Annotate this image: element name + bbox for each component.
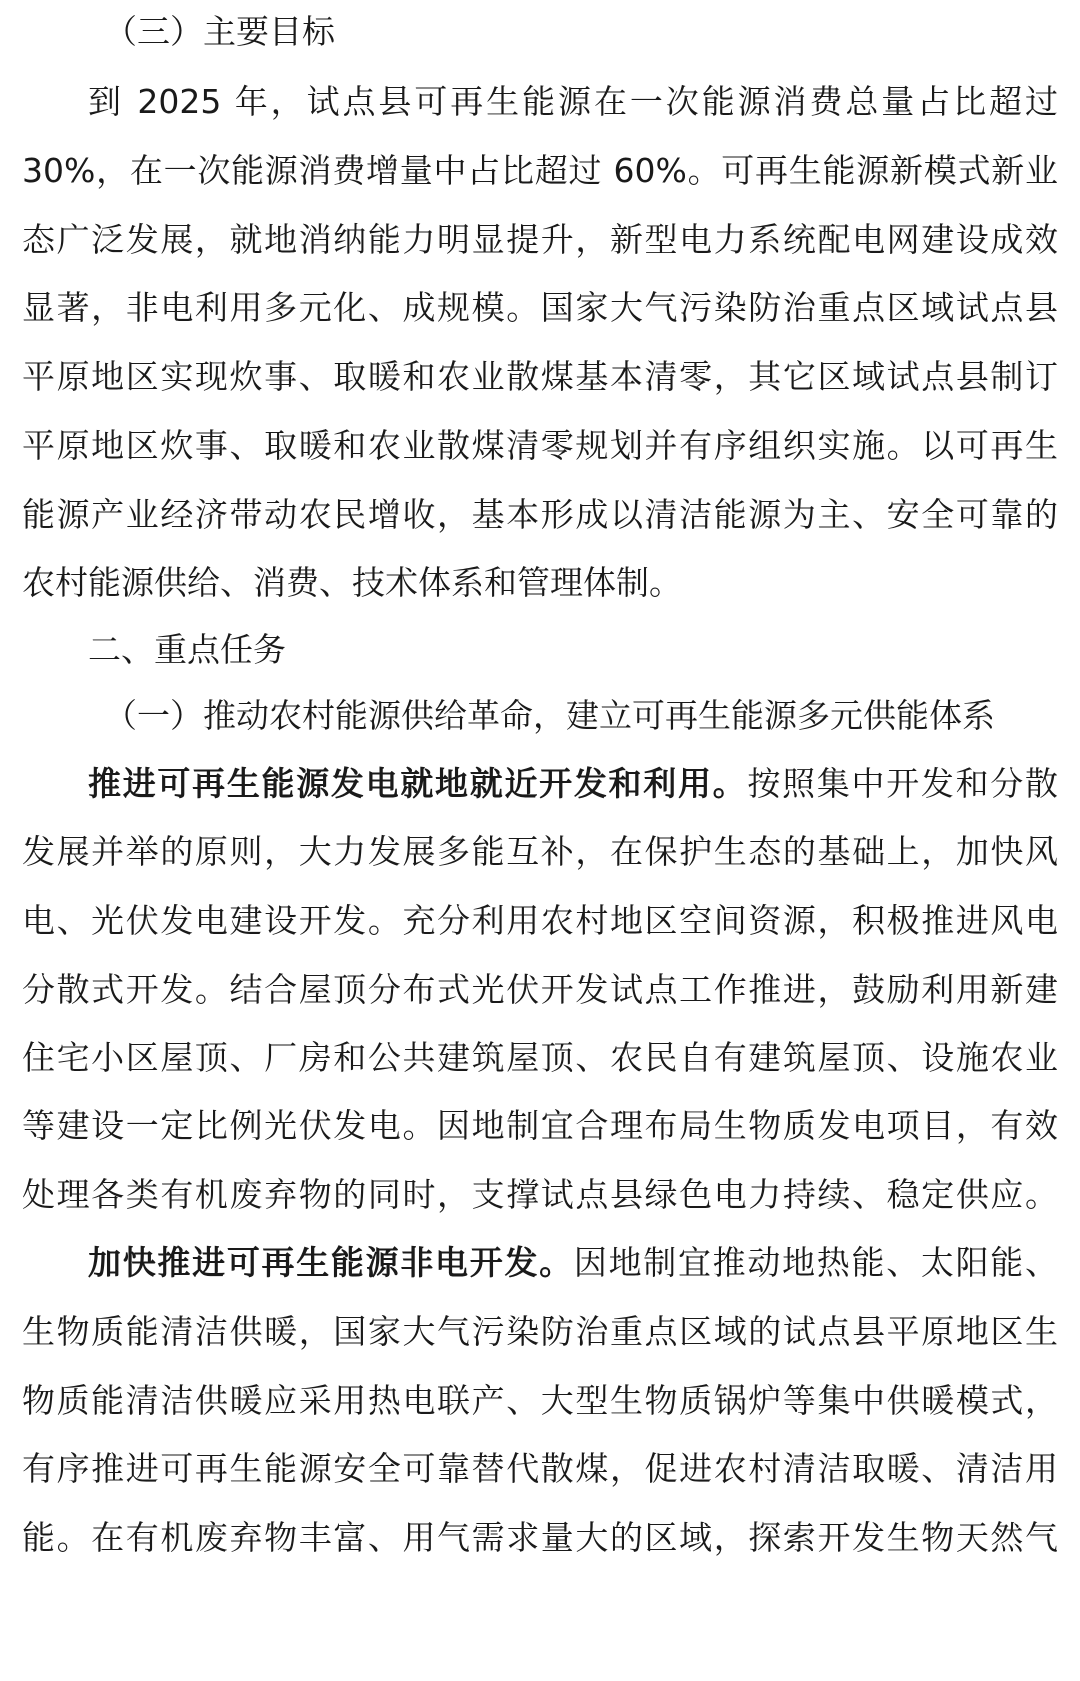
section-heading-key-tasks: 二、重点任务 xyxy=(88,630,286,669)
para1-line-2: 发展并举的原则，大力发展多能互补，在保护生态的基础上，加快风 xyxy=(22,832,1058,871)
para2-line-3: 物质能清洁供暖应采用热电联产、大型生物质锅炉等集中供暖模式， xyxy=(22,1381,1058,1420)
para1-line-6: 等建设一定比例光伏发电。因地制宜合理布局生物质发电项目，有效 xyxy=(22,1106,1058,1145)
goals-line-4: 显著，非电利用多元化、成规模。国家大气污染防治重点区域试点县 xyxy=(22,288,1058,327)
para2-line-5: 能。在有机废弃物丰富、用气需求量大的区域，探索开发生物天然气 xyxy=(22,1518,1058,1557)
subsection-heading-task-1: （一）推动农村能源供给革命，建立可再生能源多元供能体系 xyxy=(104,696,995,735)
goals-line-7: 能源产业经济带动农民增收，基本形成以清洁能源为主、安全可靠的 xyxy=(22,495,1058,534)
para1-line-5: 住宅小区屋顶、厂房和公共建筑屋顶、农民自有建筑屋顶、设施农业 xyxy=(22,1038,1058,1077)
para1-bold-lead: 推进可再生能源发电就地就近开发和利用。 xyxy=(88,764,748,803)
goals-line-2: 30%，在一次能源消费增量中占比超过 60%。可再生能源新模式新业 xyxy=(22,151,1058,190)
para2-line-1-rest: 因地制宜推动地热能、太阳能、 xyxy=(573,1243,1058,1282)
goals-line-1: 到 2025 年，试点县可再生能源在一次能源消费总量占比超过 xyxy=(88,82,1058,121)
para1-line-1 xyxy=(88,754,1058,814)
para2-bold-lead: 加快推进可再生能源非电开发。 xyxy=(88,1243,574,1282)
goals-line-8: 农村能源供给、消费、技术体系和管理体制。 xyxy=(22,563,682,602)
para1-line-3: 电、光伏发电建设开发。充分利用农村地区空间资源，积极推进风电 xyxy=(22,901,1058,940)
goals-line-6: 平原地区炊事、取暖和农业散煤清零规划并有序组织实施。以可再生 xyxy=(22,426,1058,465)
para2-line-4: 有序推进可再生能源安全可靠替代散煤，促进农村清洁取暖、清洁用 xyxy=(22,1449,1058,1488)
para2-line-2: 生物质能清洁供暖，国家大气污染防治重点区域的试点县平原地区生 xyxy=(22,1312,1058,1351)
goals-line-5: 平原地区实现炊事、取暖和农业散煤基本清零，其它区域试点县制订 xyxy=(22,357,1058,396)
para1-line-7: 处理各类有机废弃物的同时，支撑试点县绿色电力持续、稳定供应。 xyxy=(22,1175,1058,1214)
section-heading-main-goals: （三）主要目标 xyxy=(104,12,335,51)
para1-line-4: 分散式开发。结合屋顶分布式光伏开发试点工作推进，鼓励利用新建 xyxy=(22,970,1058,1009)
para1-line-1-rest: 按照集中开发和分散 xyxy=(747,764,1058,803)
goals-line-3: 态广泛发展，就地消纳能力明显提升，新型电力系统配电网建设成效 xyxy=(22,220,1058,259)
para2-line-1 xyxy=(88,1233,1058,1293)
